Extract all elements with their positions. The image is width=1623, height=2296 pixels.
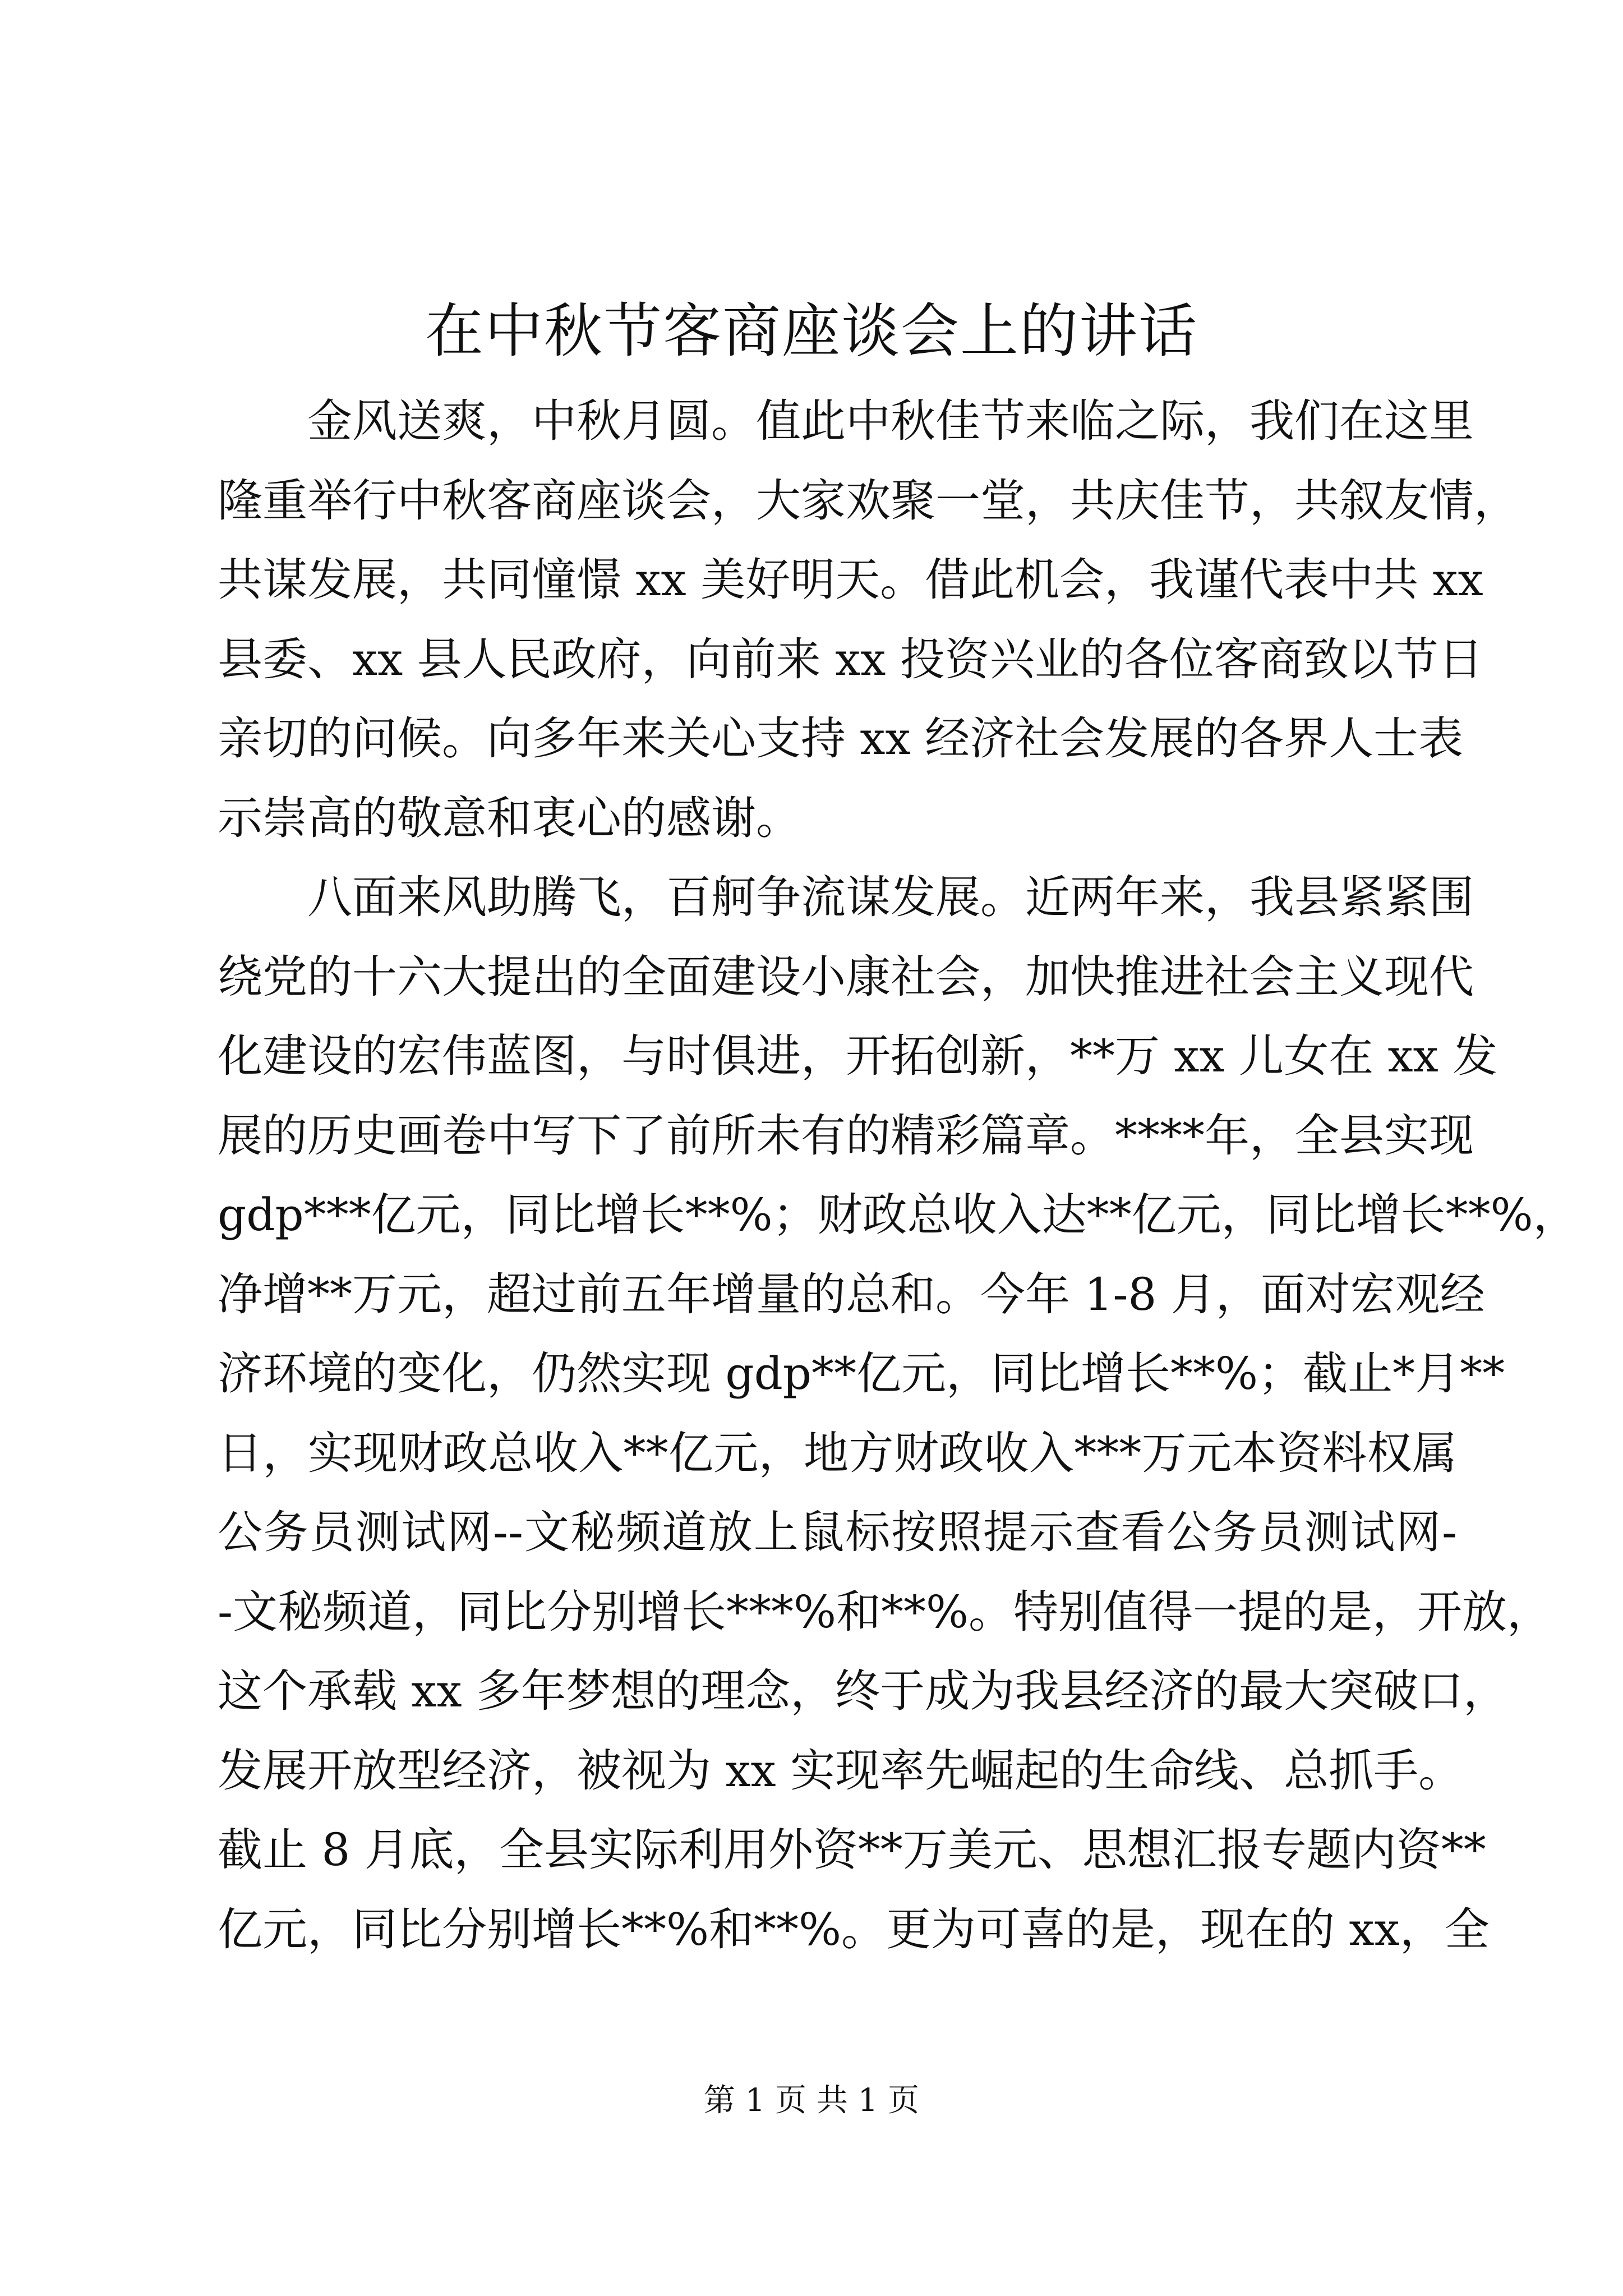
paragraph-2-line-13: 截止 8 月底，全县实际利用外资**万美元、思想汇报专题内资**: [218, 1824, 1486, 1876]
paragraph-2-line-8: 日，实现财政总收入**亿元，地方财政收入***万元本资料权属: [218, 1427, 1457, 1479]
paragraph-2-line-7: 济环境的变化，仍然实现 gdp**亿元，同比增长**%；截止*月**: [218, 1347, 1505, 1400]
page-footer: 第 1 页 共 1 页: [703, 2082, 920, 2119]
paragraph-1-line-3: 共谋发展，共同憧憬 xx 美好明天。借此机会，我谨代表中共 xx: [218, 554, 1483, 606]
paragraph-2-line-10: -文秘频道，同比分别增长***%和**%。特别值得一提的是，开放，: [218, 1585, 1552, 1638]
paragraph-2-line-1: 八面来风助腾飞，百舸争流谋发展。近两年来，我县紧紧围: [307, 871, 1474, 923]
paragraph-1-line-2: 隆重举行中秋客商座谈会，大家欢聚一堂，共庆佳节，共叙友情，: [218, 474, 1519, 527]
document-body: [218, 381, 1578, 1969]
paragraph-2-line-14: 亿元，同比分别增长**%和**%。更为可喜的是，现在的 xx，全: [218, 1903, 1490, 1955]
paragraph-2-line-12: 发展开放型经济，被视为 xx 实现率先崛起的生命线、总抓手。: [218, 1744, 1464, 1797]
paragraph-2-line-3: 化建设的宏伟蓝图，与时俱进，开拓创新，**万 xx 儿女在 xx 发: [218, 1030, 1498, 1082]
paragraph-2-line-2: 绕党的十六大提出的全面建设小康社会，加快推进社会主义现代: [218, 950, 1474, 1003]
paragraph-1-line-1: 金风送爽，中秋月圆。值此中秋佳节来临之际，我们在这里: [307, 395, 1474, 447]
paragraph-1-line-4: 县委、xx 县人民政府，向前来 xx 投资兴业的各位客商致以节日: [218, 633, 1483, 685]
paragraph-1-line-5: 亲切的问候。向多年来关心支持 xx 经济社会发展的各界人士表: [218, 712, 1464, 765]
paragraph-2-line-4: 展的历史画卷中写下了前所未有的精彩篇章。****年，全县实现: [218, 1109, 1474, 1162]
document-title: 在中秋节客商座谈会上的讲话: [425, 297, 1198, 365]
paragraph-2-line-9: 公务员测试网--文秘频道放上鼠标按照提示查看公务员测试网-: [218, 1506, 1457, 1558]
paragraph-2-line-11: 这个承载 xx 多年梦想的理念，终于成为我县经济的最大突破口，: [218, 1665, 1509, 1717]
paragraph-2-line-5: gdp***亿元，同比增长**%；财政总收入达**亿元，同比增长**%，: [218, 1189, 1578, 1241]
paragraph-2-line-6: 净增**万元，超过前五年增量的总和。今年 1-8 月，面对宏观经: [218, 1268, 1485, 1320]
paragraph-1-line-6: 示崇高的敬意和衷心的感谢。: [218, 792, 801, 844]
